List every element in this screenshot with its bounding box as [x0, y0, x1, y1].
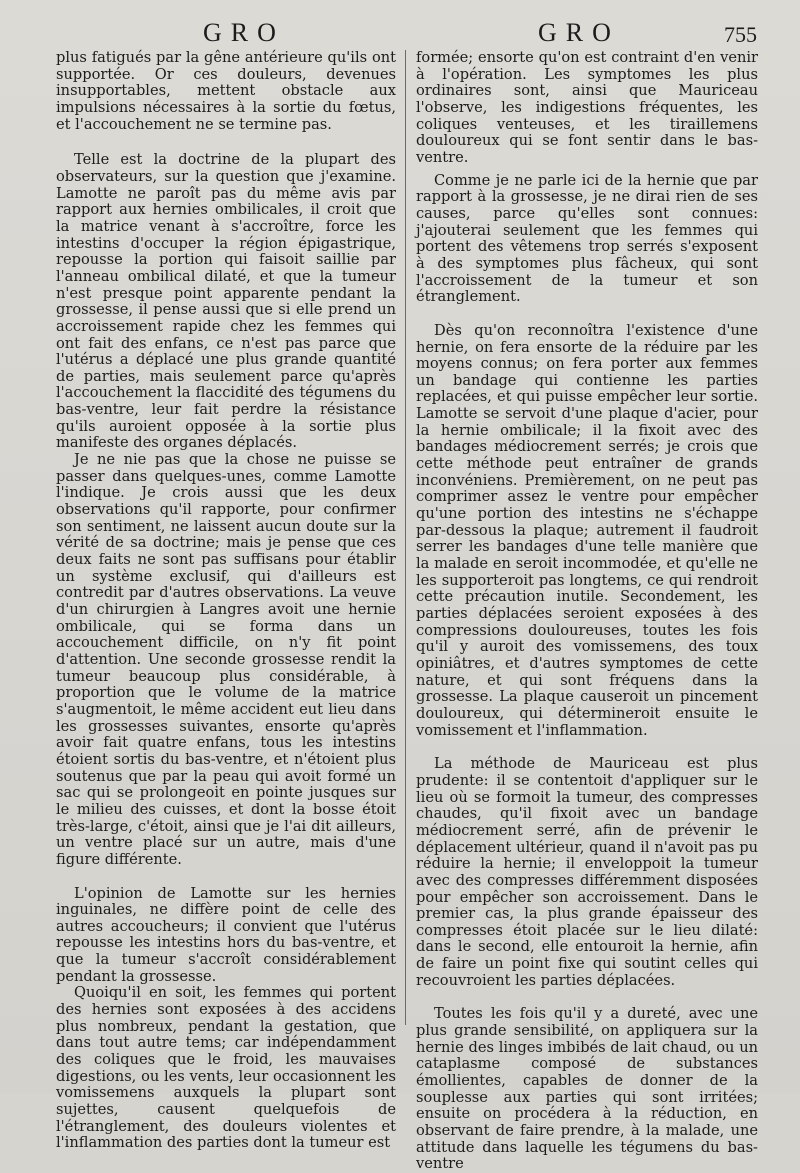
paragraph: Comme je ne parle ici de la hernie que par rapport à la grossesse, je ne dirai rien de ses causes, parce qu'elles sont connues: j'ajouterai seulement que les femmes qui portent des vêtemens trop serrés s'exposent à des symptomes plus fâcheux, qui sont l'accroissement de la tumeur et son étranglement.	[416, 171, 758, 306]
paragraph: plus fatigués par la gêne antérieure qu'ils ont supportée. Or ces douleurs, devenues insupportables, mettent obstacle aux impulsions nécessaires à la sortie du fœtus, et l'accouchement ne se termine pas.	[56, 49, 396, 133]
paragraph: Quoiqu'il en soit, les femmes qui portent des hernies sont exposées à des accidens plus nombreux, pendant la gestation, que dans tout autre tems; car indépendamment des coliques que le froid, les mauvaises digestions, ou les vents, leur occasionnent les vomissemens auxquels la plupart sont sujettes, causent quelquefois de l'étranglement, des douleurs violentes et l'inflammation des parties dont la tumeur est	[56, 984, 396, 1152]
paragraph: La méthode de Mauriceau est plus prudente: il se contentoit d'appliquer sur le lieu où se formoit la tumeur, des compresses chaudes, qu'il fixoit avec un bandage médiocrement serré, afin de prévenir le déplacement ultérieur, quand il n'avoit pas pu réduire la hernie; il enveloppoit la tumeur avec des compresses différemment disposées pour empêcher son accroissement. Dans le premier cas, la plus grande épaisseur des compresses étoit placée sur le lieu dilaté: dans le second, elle entouroit la hernie, afin de faire un point fixe qui soutint celles qui recouvroient les parties déplacées.	[416, 755, 758, 989]
left-column	[56, 50, 396, 1152]
running-head-right: GRO	[538, 18, 620, 47]
paragraph: Toutes les fois qu'il y a dureté, avec une plus grande sensibilité, on appliquera sur la hernie des linges imbibés de lait chaud, ou un cataplasme composé de substances émollientes, capables de donner de la souplesse aux parties qui sont irritées; ensuite on procédera à la réduction, en observant de faire prendre, à la malade, une attitude dans laquelle les tégumens du bas-ventre	[416, 1005, 758, 1173]
page-number: 755	[724, 22, 757, 47]
paragraph: Dès qu'on reconnoîtra l'existence d'une hernie, on fera ensorte de la réduire par les moyens connus; on fera porter aux femmes un bandage qui contienne les parties replacées, et qui puisse empêcher leur sortie. Lamotte se servoit d'une plaque d'acier, pour la hernie ombilicale; il la fixoit avec des bandages médiocrement serrés; je crois que cette méthode peut entraîner de grands inconvéniens. Premièrement, on ne peut pas comprimer assez le ventre pour empêcher qu'une portion des intestins ne s'échappe par-dessous la plaque; autrement il faudroit serrer les bandages d'une telle manière que la malade en seroit incommodée, et qu'elle ne les supporteroit pas longtems, ce qui rendroit cette précaution inutile. Secondement, les parties déplacées seroient exposées à des compressions douloureuses, toutes les fois qu'il y auroit des vomissemens, des toux opiniâtres, et d'autres symptomes de cette nature, et qui sont fréquens dans la grossesse. La plaque causeroit un pincement douloureux, qui détermineroit ensuite le vomissement et l'inflammation.	[416, 321, 758, 739]
paragraph: formée; ensorte qu'on est contraint d'en venir à l'opération. Les symptomes les plus ordinaires sont, ainsi que Mauriceau l'observe, les indigestions fréquentes, les coliques venteuses, et les tiraillemens douloureux qui se font sentir dans le bas-ventre.	[416, 49, 758, 166]
paragraph: L'opinion de Lamotte sur les hernies inguinales, ne diffère point de celle des autres accoucheurs; il convient que l'utérus repousse les intestins hors du bas-ventre, et que la tumeur s'accroît considérablement pendant la grossesse.	[56, 884, 396, 985]
paragraph: Telle est la doctrine de la plupart des observateurs, sur la question que j'examine. Lamotte ne paroît pas du même avis par rapport aux hernies ombilicales, il croit que la matrice venant à s'accroître, force les intestins d'occuper la région épigastrique, repousse la portion qui faisoit saillie par l'anneau ombilical dilaté, et que la tumeur n'est presque point apparente pendant la grossesse, il pense aussi que si elle prend un accroissement rapide chez les femmes qui ont fait des enfans, ce n'est pas parce que l'utérus a déplacé une plus grande quantité de parties, mais seulement parce qu'après l'accouchement la flaccidité des tégumens du bas-ventre, leur fait perdre la résistance qu'ils auroient opposée à la sortie plus manifeste des organes déplacés.	[56, 151, 396, 452]
paragraph: Je ne nie pas que la chose ne puisse se passer dans quelques-unes, comme Lamotte l'indique. Je crois aussi que les deux observations qu'il rapporte, pour confirmer son sentiment, ne laissent aucun doute sur la vérité de sa doctrine; mais je pense que ces deux faits ne sont pas suffisans pour établir un système exclusif, qui d'ailleurs est contredit par d'autres observations. La veuve d'un chirurgien à Langres avoit une hernie ombilicale, qui se forma dans un accouchement difficile, on n'y fit point d'attention. Une seconde grossesse rendit la tumeur beaucoup plus considérable, à proportion que le volume de la matrice s'augmentoit, le même accident eut lieu dans les grossesses suivantes, ensorte qu'après avoir fait quatre enfans, tous les intestins étoient sortis du bas-ventre, et n'étoient plus soutenus que par la peau qui avoit formé un sac qui se prolongeoit en pointe jusques sur le milieu des cuisses, et dont la bosse étoit très-large, c'étoit, ainsi que je l'ai dit ailleurs, un ventre placé sur un autre, mais d'une figure différente.	[56, 451, 396, 868]
right-column	[416, 50, 758, 1173]
column-divider	[405, 50, 406, 1025]
running-head-left: GRO	[203, 18, 285, 47]
